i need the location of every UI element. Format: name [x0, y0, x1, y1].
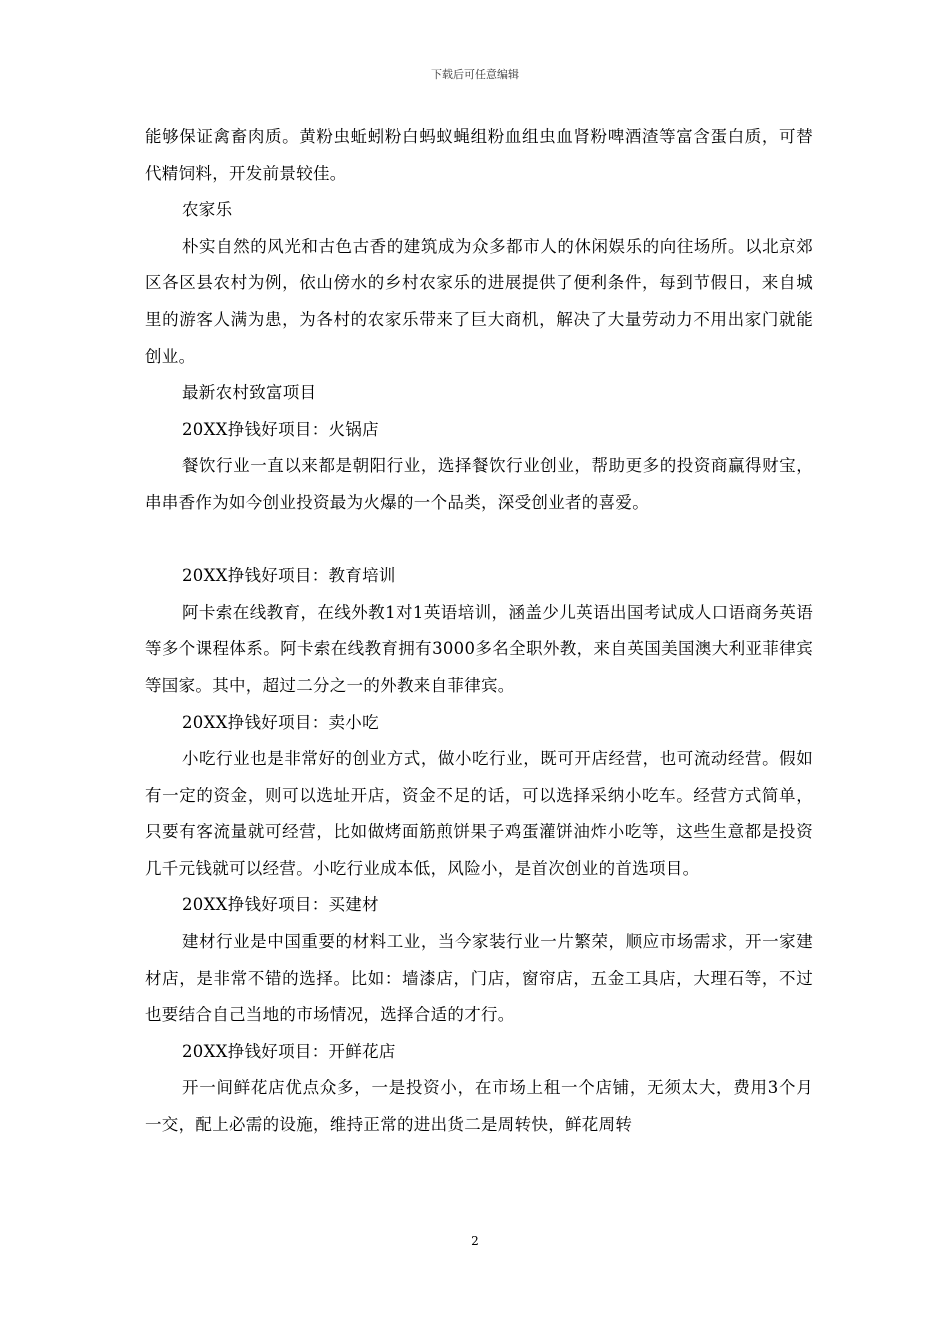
section-heading-rural-projects: 最新农村致富项目: [182, 383, 317, 403]
paragraph-hotpot: 餐饮行业一直以来都是朝阳行业，选择餐饮行业创业，帮助更多的投资商赢得财宝，串串香作为如今创业投资最为火爆的一个品类，深受创业者的喜爱。: [145, 456, 813, 512]
section-heading-flower-shop: 20XX挣钱好项目：开鲜花店: [182, 1041, 396, 1061]
paragraph-flower-shop: 开一间鲜花店优点众多，一是投资小，在市场上租一个店铺，无须太大，费用3个月一交，配上必需的设施，维持正常的进出货二是周转快，鲜花周转: [145, 1078, 813, 1135]
document-body: [145, 119, 813, 1144]
section-heading-hotpot: 20XX挣钱好项目：火锅店: [182, 419, 379, 439]
paragraph-feed-protein: 能够保证禽畜肉质。黄粉虫蚯蚓粉白蚂蚁蝇组粉血组虫血肾粉啤酒渣等富含蛋白质，可替代精饲料，开发前景较佳。: [145, 127, 813, 183]
paragraph-building-materials: 建材行业是中国重要的材料工业，当今家装行业一片繁荣，顺应市场需求，开一家建材店，是非常不错的选择。比如：墙漆店，门店，窗帘店，五金工具店，大理石等，不过也要结合自己当地的市场情况，选择合适的才行。: [145, 932, 813, 1025]
page-number: 2: [471, 1234, 479, 1248]
paragraph-farmhouse: 朴实自然的风光和古色古香的建筑成为众多都市人的休闲娱乐的向往场所。以北京郊区各区县农村为例，依山傍水的乡村农家乐的进展提供了便利条件，每到节假日，来自城里的游客人满为患，为各村的农家乐带来了巨大商机，解决了大量劳动力不用出家门就能创业。: [145, 236, 813, 366]
section-heading-snacks: 20XX挣钱好项目：卖小吃: [182, 712, 379, 732]
page-header: 下载后可任意编辑: [431, 68, 519, 81]
paragraph-education: 阿卡索在线教育，在线外教1对1英语培训，涵盖少儿英语出国考试成人口语商务英语等多个课程体系。阿卡索在线教育拥有3000多名全职外教，来自英国美国澳大利亚菲律宾等国家。其中，超过二分之一的外教来自菲律宾。: [145, 602, 813, 695]
section-heading-farmhouse: 农家乐: [182, 200, 233, 220]
section-heading-building-materials: 20XX挣钱好项目：买建材: [182, 895, 379, 915]
blank-line: [145, 522, 813, 559]
paragraph-snacks: 小吃行业也是非常好的创业方式，做小吃行业，既可开店经营，也可流动经营。假如有一定的资金，则可以选址开店，资金不足的话，可以选择采纳小吃车。经营方式简单，只要有客流量就可经营，比如做烤面筋煎饼果子鸡蛋灌饼油炸小吃等，这些生意都是投资几千元钱就可以经营。小吃行业成本低，风险小，是首次创业的首选项目。: [145, 749, 813, 878]
section-heading-education: 20XX挣钱好项目：教育培训: [182, 566, 396, 586]
